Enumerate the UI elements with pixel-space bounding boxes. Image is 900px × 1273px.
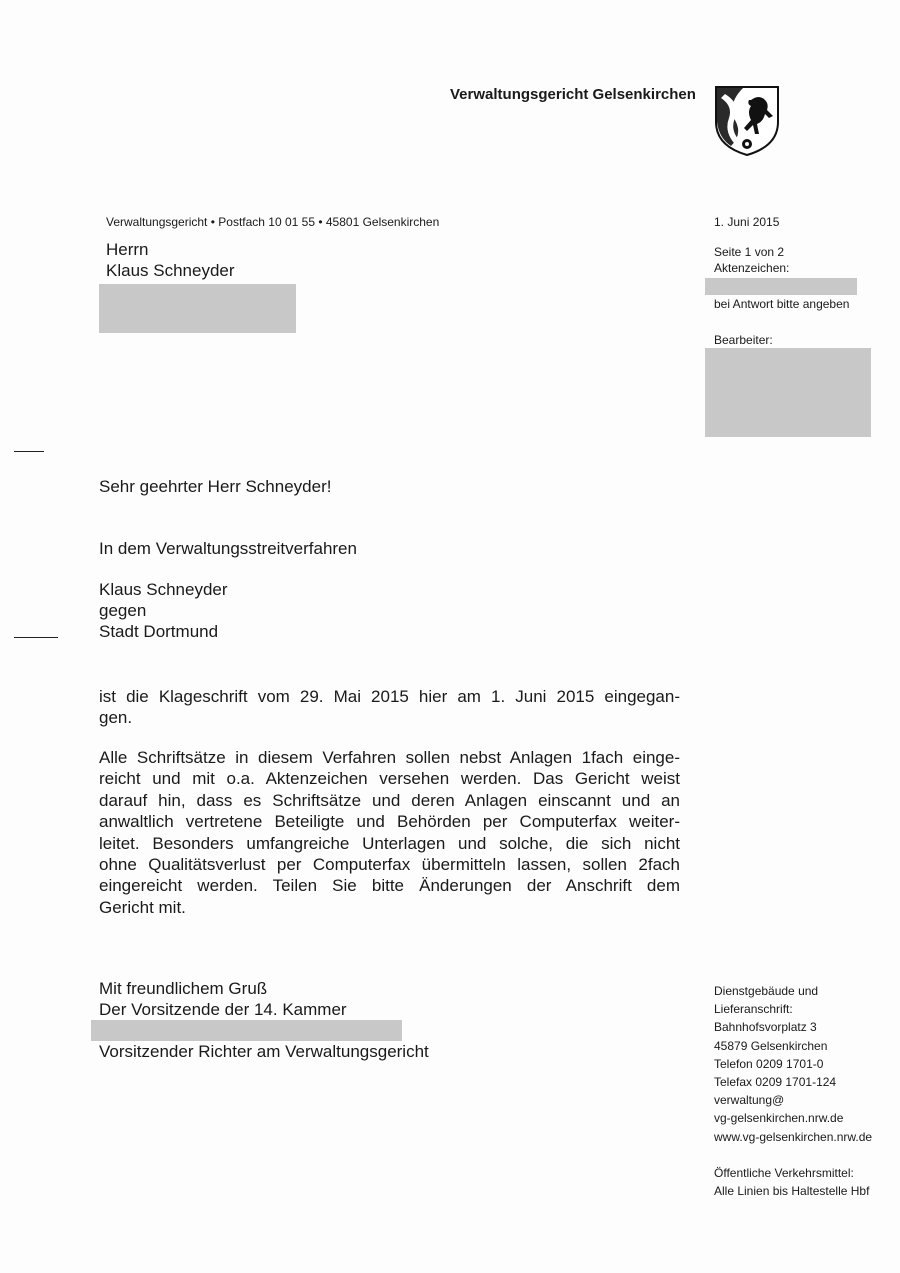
recipient-name: Klaus Schneyder	[106, 261, 235, 280]
proceeding-intro: In dem Verwaltungsstreitverfahren	[99, 539, 357, 558]
paragraph-line: eingereicht werden. Teilen Sie bitte Änderungen der Anschrift dem	[99, 876, 680, 896]
paragraph-line: Alle Schriftsätze in diesem Verfahren sollen nebst Anlagen 1fach einge-	[99, 748, 680, 767]
signer-title: Vorsitzender Richter am Verwaltungsgericht	[99, 1042, 429, 1061]
letter-date: 1. Juni 2015	[714, 215, 780, 229]
sender-address-line: Verwaltungsgericht • Postfach 10 01 55 • 45801 Gelsenkirchen	[106, 215, 440, 229]
paragraph-line: ist die Klageschrift vom 29. Mai 2015 hier am 1. Juni 2015 eingegan-	[99, 687, 680, 706]
footer-address-line: 45879 Gelsenkirchen	[714, 1038, 828, 1053]
paragraph-receipt	[99, 686, 680, 729]
paragraph-line: Gericht mit.	[99, 897, 186, 917]
party-plaintiff: Klaus Schneyder	[99, 580, 228, 599]
paragraph-line: ohne Qualitätsverlust per Computerfax übermitteln lassen, sollen 2fach	[99, 855, 680, 875]
footer-website: www.vg-gelsenkirchen.nrw.de	[714, 1129, 873, 1144]
page-number: Seite 1 von 2	[714, 245, 785, 259]
file-reference-label: Aktenzeichen:	[714, 261, 790, 275]
versus-text: gegen	[99, 601, 147, 620]
closing: Mit freundlichem Gruß	[99, 979, 268, 998]
footer-address-line: Dienstgebäude und	[714, 984, 819, 998]
redacted-signature	[91, 1020, 402, 1041]
redacted-file-reference	[705, 278, 857, 295]
paragraph-line: darauf hin, dass es Schriftsätze und deren Anlagen einscannt und an	[99, 790, 680, 810]
paragraph-line: anwaltlich vertretene Beteiligte und Behörden per Computerfax weiter-	[99, 812, 680, 832]
clerk-label: Bearbeiter:	[714, 333, 773, 347]
paragraph-instructions	[99, 747, 680, 918]
transit-label: Öffentliche Verkehrsmittel:	[714, 1166, 854, 1180]
fold-mark	[14, 451, 44, 452]
greeting: Sehr geehrter Herr Schneyder!	[99, 477, 332, 496]
footer-transit	[714, 1164, 869, 1200]
redacted-recipient-address	[99, 284, 296, 333]
transit-info: Alle Linien bis Haltestelle Hbf	[714, 1184, 870, 1199]
paragraph-line: reicht und mit o.a. Aktenzeichen versehen werden. Das Gericht weist	[99, 769, 680, 789]
punch-mark	[14, 637, 58, 638]
signer-role: Der Vorsitzende der 14. Kammer	[99, 1000, 347, 1019]
redacted-clerk	[705, 348, 871, 437]
recipient-salutation: Herrn	[106, 240, 149, 259]
reply-note: bei Antwort bitte angeben	[714, 297, 850, 311]
nrw-coat-of-arms-icon	[713, 84, 781, 158]
footer-email: vg-gelsenkirchen.nrw.de	[714, 1111, 844, 1126]
footer-address-line: Lieferanschrift:	[714, 1002, 793, 1017]
footer-address	[714, 982, 872, 1146]
party-defendant: Stadt Dortmund	[99, 622, 219, 641]
paragraph-line: leitet. Besonders umfangreiche Unterlagen und solche, die sich nicht	[99, 833, 680, 853]
footer-address-line: Bahnhofsvorplatz 3	[714, 1020, 817, 1035]
court-name: Verwaltungsgericht Gelsenkirchen	[450, 86, 696, 103]
footer-phone: Telefon 0209 1701-0	[714, 1056, 824, 1071]
paragraph-line: gen.	[99, 708, 133, 728]
footer-fax: Telefax 0209 1701-124	[714, 1075, 837, 1090]
footer-email: verwaltung@	[714, 1093, 785, 1108]
